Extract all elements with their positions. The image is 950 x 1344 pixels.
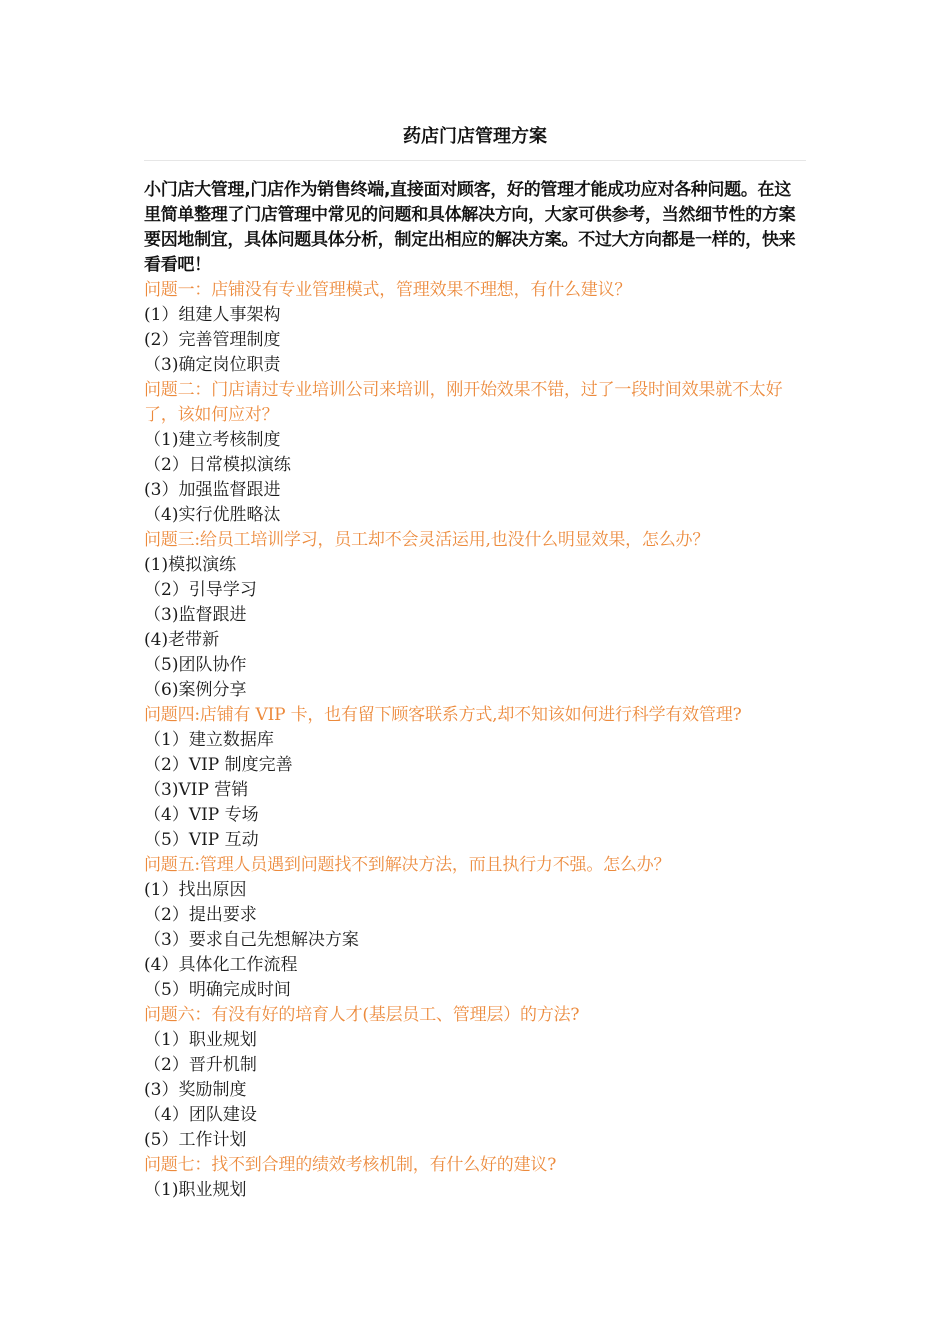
answer-item: (2）完善管理制度: [144, 330, 281, 350]
answer-item: （3)VIP 营销: [144, 780, 249, 800]
answer-item: （4）VIP 专场: [144, 805, 259, 825]
answer-item: (1）组建人事架构: [144, 305, 281, 325]
answer-item: （2）提出要求: [144, 905, 257, 925]
answer-item: （3)监督跟进: [144, 605, 247, 625]
answer-item: (3）奖励制度: [144, 1080, 247, 1100]
answer-item: （3）要求自己先想解决方案: [144, 930, 359, 950]
question-4: 问题四:店铺有 VIP 卡，也有留下顾客联系方式,却不知该如何进行科学有效管理?: [144, 705, 742, 725]
answer-item: （2）引导学习: [144, 580, 257, 600]
question-1: 问题一：店铺没有专业管理模式，管理效果不理想，有什么建议？: [144, 280, 632, 300]
answer-item: (5）工作计划: [144, 1130, 247, 1150]
answer-item: （1)建立考核制度: [144, 430, 281, 450]
answer-item: （5）明确完成时间: [144, 980, 291, 1000]
section-2: [144, 378, 810, 528]
question-7: 问题七：找不到合理的绩效考核机制，有什么好的建议?: [144, 1155, 557, 1175]
document-title: 药店门店管理方案: [403, 126, 547, 147]
title-divider: [144, 160, 806, 161]
question-3: 问题三:给员工培训学习，员工却不会灵活运用,也没什么明显效果，怎么办？: [144, 530, 710, 550]
section-1: [144, 278, 810, 378]
answer-item: （1）职业规划: [144, 1030, 257, 1050]
question-6: 问题六：有没有好的培育人才(基层员工、管理层）的方法?: [144, 1005, 580, 1025]
answer-item: （1）建立数据库: [144, 730, 274, 750]
question-5: 问题五:管理人员遇到问题找不到解决方法，而且执行力不强。怎么办？: [144, 855, 671, 875]
section-5: [144, 853, 810, 1003]
answer-item: （4)实行优胜略汰: [144, 505, 281, 525]
answer-item: （2）晋升机制: [144, 1055, 257, 1075]
answer-item: （3)确定岗位职责: [144, 355, 281, 375]
section-4: [144, 703, 810, 853]
answer-item: （2）日常模拟演练: [144, 455, 291, 475]
answer-item: (3）加强监督跟进: [144, 480, 281, 500]
answer-item: （1)职业规划: [144, 1180, 247, 1200]
answer-item: (4)老带新: [144, 630, 220, 650]
answer-item: （6)案例分享: [144, 680, 247, 700]
section-3: [144, 528, 810, 703]
answer-item: （4）团队建设: [144, 1105, 257, 1125]
section-7: [144, 1153, 810, 1203]
answer-item: (4）具体化工作流程: [144, 955, 298, 975]
answer-item: （2）VIP 制度完善: [144, 755, 293, 775]
answer-item: (1）找出原因: [144, 880, 247, 900]
section-6: [144, 1003, 810, 1153]
answer-item: （5）VIP 互动: [144, 830, 259, 850]
question-2: 问题二：门店请过专业培训公司来培训，刚开始效果不错，过了一段时间效果就不太好了，该如何应对？: [144, 380, 783, 425]
answer-item: （5)团队协作: [144, 655, 247, 675]
answer-item: (1)模拟演练: [144, 555, 237, 575]
qa-list: [144, 278, 810, 1203]
intro-paragraph: 小门店大管理,门店作为销售终端,直接面对顾客，好的管理才能成功应对各种问题。在这里简单整理了门店管理中常见的问题和具体解决方向，大家可供参考，当然细节性的方案要因地制宜，具体问题具体分析，制定出相应的解决方案。不过大方向都是一样的，快来看看吧！: [144, 180, 796, 275]
